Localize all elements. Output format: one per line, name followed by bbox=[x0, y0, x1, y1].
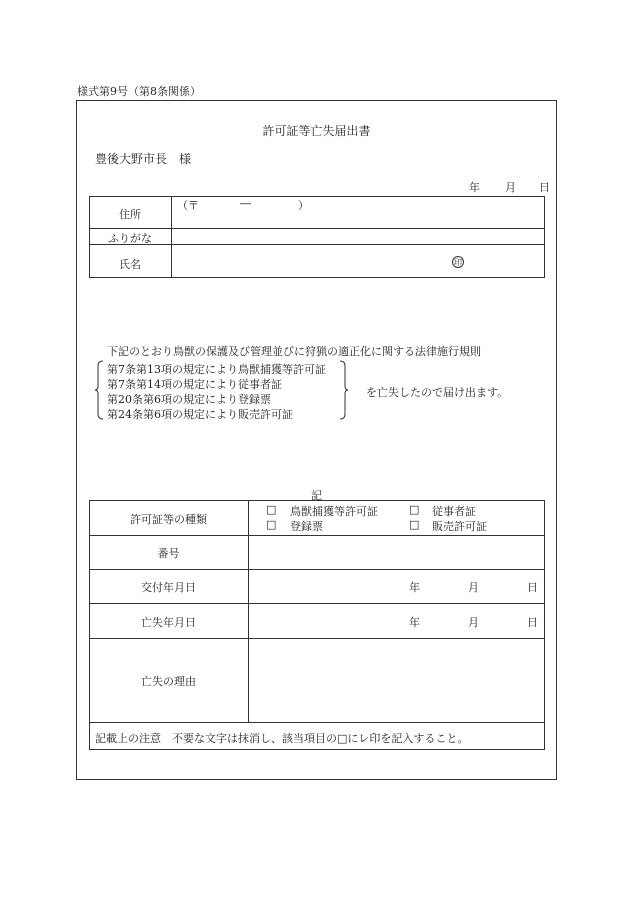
reason-label: 亡失の理由 bbox=[141, 675, 196, 688]
record-heading: 記 bbox=[311, 489, 322, 502]
statement-closing: を亡失したので届け出ます。 bbox=[366, 386, 509, 399]
date-year: 年 bbox=[469, 181, 480, 194]
issue-day: 日 bbox=[527, 581, 538, 594]
option-registration: 第20条第6項の規定により登録票 bbox=[107, 393, 271, 406]
issue-date-label: 交付年月日 bbox=[141, 581, 196, 594]
loss-date-label: 亡失年月日 bbox=[141, 616, 196, 629]
checkbox-registration[interactable]: □ bbox=[266, 518, 277, 531]
furigana-label: ふりがな bbox=[108, 232, 152, 245]
loss-year: 年 bbox=[409, 616, 420, 629]
details-row-line bbox=[89, 603, 545, 604]
option-worker: 第7条第14項の規定により従事者証 bbox=[107, 378, 282, 391]
issue-year: 年 bbox=[409, 581, 420, 594]
option-permit: 第7条第13項の規定により鳥獣捕獲等許可証 bbox=[107, 363, 326, 376]
entry-note: 記載上の注意 不要な文字は抹消し、該当項目の□にレ印を記入すること。 bbox=[95, 732, 469, 745]
addressee: 豊後大野市長 様 bbox=[95, 152, 192, 166]
form-title: 許可証等亡失届出書 bbox=[262, 124, 371, 138]
brace-right bbox=[338, 360, 348, 420]
statement-intro: 下記のとおり鳥獣の保護及び管理並びに狩猟の適正化に関する法律施行規則 bbox=[107, 345, 481, 358]
number-label: 番号 bbox=[157, 547, 180, 560]
type-option-permit: 鳥獣捕獲等許可証 bbox=[290, 505, 378, 518]
address-field[interactable] bbox=[172, 212, 544, 228]
issue-month: 月 bbox=[468, 581, 479, 594]
number-field[interactable] bbox=[249, 536, 544, 569]
date-month: 月 bbox=[505, 181, 516, 194]
type-option-sales: 販売許可証 bbox=[432, 520, 487, 533]
postal-dash: ― bbox=[240, 197, 251, 210]
details-row-line bbox=[89, 722, 545, 723]
checkbox-permit[interactable]: □ bbox=[266, 503, 277, 516]
postal-prefix: （〒 bbox=[177, 199, 199, 212]
type-option-registration: 登録票 bbox=[290, 520, 323, 533]
loss-day: 日 bbox=[527, 616, 538, 629]
loss-month: 月 bbox=[468, 616, 479, 629]
form-number: 様式第9号（第8条関係） bbox=[77, 85, 201, 98]
brace-left bbox=[95, 360, 105, 420]
reason-field[interactable] bbox=[249, 639, 544, 722]
postal-suffix: ） bbox=[298, 199, 309, 212]
name-label: 氏名 bbox=[119, 258, 141, 271]
option-sales: 第24条第6項の規定により販売許可証 bbox=[107, 408, 293, 421]
type-option-worker: 従事者証 bbox=[432, 505, 476, 518]
type-label: 許可証等の種類 bbox=[130, 513, 207, 526]
seal-mark: 印 bbox=[454, 258, 462, 267]
furigana-field[interactable] bbox=[172, 229, 544, 244]
details-row-line bbox=[89, 569, 545, 570]
checkbox-worker[interactable]: □ bbox=[409, 503, 420, 516]
address-label: 住所 bbox=[119, 208, 141, 221]
date-day: 日 bbox=[539, 181, 550, 194]
name-field[interactable] bbox=[172, 245, 544, 277]
checkbox-sales[interactable]: □ bbox=[409, 518, 420, 531]
